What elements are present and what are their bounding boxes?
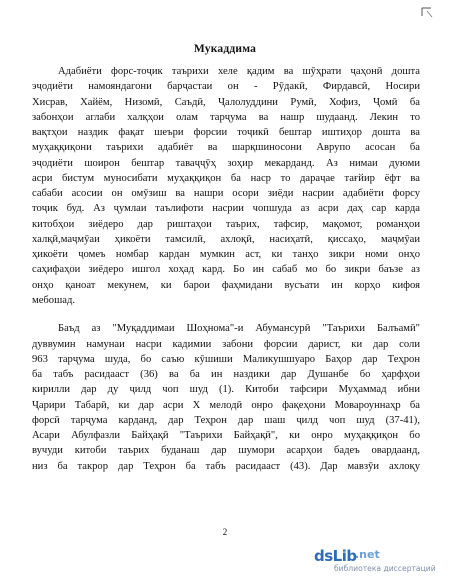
watermark[interactable] (314, 548, 446, 578)
text-line: ба табъ расидааст (36) ва ба ин наздики дар Душанбе бо ҳарфҳои (32, 369, 420, 381)
text-line: мебошад. (32, 294, 75, 306)
paragraph-1 (32, 64, 420, 308)
text-line: Хисрав, Хайём, Низомӣ, Саъдӣ, Ҷалолуддини Румӣ, Хофиз, Ҷомӣ ба (32, 96, 420, 108)
text-line: кирилли дар ду ҷилд чоп шуд (1). Китоби тафсири Муҳаммад ибни (32, 384, 420, 396)
text-line: эҷодиёти шоирон бештар таваҷҷӯҳ зоҳир мекарданд. Аз нимаи дуюми (32, 157, 420, 169)
corner-mark-icon (420, 5, 434, 19)
text-line: вучуди китоби таърих буданаш дар шумори асарҳои бадеъ овардаанд, (32, 445, 420, 457)
text-line: халқӣ,маҷмӯаи ҳикоёти тамсилӣ, ахлоқӣ, насиҳатӣ, қиссаҳо, маҷмӯаи (32, 233, 420, 245)
text-line: Ҷарири Табарӣ, ки дар асри X мелодӣ онро фақеҳони Мовароуннаҳр ба (32, 399, 420, 411)
text-line: ҳикоёти ҷомеъ номбар кардан мумкин аст, ки танҳо зикри номи онҳо (32, 249, 420, 261)
text-line: сабаби асосии он омӯзиш ва нашри осори зиёди насрии адабиёти форсу (32, 188, 420, 200)
text-line: Адабиёти форс-тоҷик таърихи хеле қадим ва шӯҳрати ҷаҳонӣ дошта (58, 66, 420, 77)
text-line: асри бистум муносибати муҳаққиқон ба наср то дараҷае тағйир ёфт ва (32, 172, 420, 184)
text-line: саҳифаҳои зиёдеро ишгол хоҳад кард. Бо ин сабаб мо бо зикри баъзе аз (32, 264, 420, 276)
paragraph-2 (32, 321, 420, 474)
page-number: 2 (222, 527, 228, 537)
dslib-logo[interactable]: dsLib (314, 547, 357, 565)
text-line: эҷодиёти намояндагони барҷастаи он - Рӯдакӣ, Фирдавсӣ, Носири (32, 81, 420, 93)
document-title: Мукаддима (193, 43, 257, 55)
text-line: онҳо қаноат мекунем, ки барои фаҳмидани вусъати ин корҳо кифоя (32, 279, 420, 291)
watermark-tagline: библиотека диссертаций (334, 564, 436, 573)
text-line: тоҷик буд. Аз ҷумлаи таълифоти насрии чопшуда аз асри даҳ сар карда (32, 203, 420, 215)
body-text (32, 64, 420, 474)
text-line: Асари Абулфазли Байҳақӣ "Таърихи Байҳақӣ", ки онро муҳаққиқон бо (32, 430, 420, 442)
text-line: Баъд аз "Муқаддимаи Шоҳнома"-и Абумансурӣ "Таърихи Балъамӣ" (58, 323, 420, 335)
watermark-site[interactable]: .net (355, 548, 380, 561)
text-line: вақтҳои наздик фақат шеъри форсии тоҷикӣ бештар иштиҳор дошта ва (32, 127, 420, 139)
text-line: низ ба такрор дар Теҳрон ба табъ расидааст (43). Дар мавзӯи ахлоқу (32, 460, 420, 472)
text-line: китобҳои зиёдеро дар риштаҳои таърих, тафсир, мақомот, романҳои (32, 218, 420, 230)
text-line: форсӣ тарҷума карданд, дар Теҳрон дар шаш ҷилд чоп шуд (37-41), (32, 414, 420, 426)
text-line: дуввумин намунаи насри кадимии забони форсии дарист, ки дар соли (32, 338, 420, 350)
text-line: муҳаққиқони таърихи адабиёт ва шарқшиносони Аврупо асосан ба (32, 142, 420, 154)
text-line: забонҳои аглаби халқҳои олам тарҷума ва нашр шудаанд. Лекин то (32, 111, 420, 123)
text-line: 963 тарҷума шуда, бо саъю кӯшиши Маликушшуаро Баҳор дар Теҳрон (32, 353, 420, 365)
